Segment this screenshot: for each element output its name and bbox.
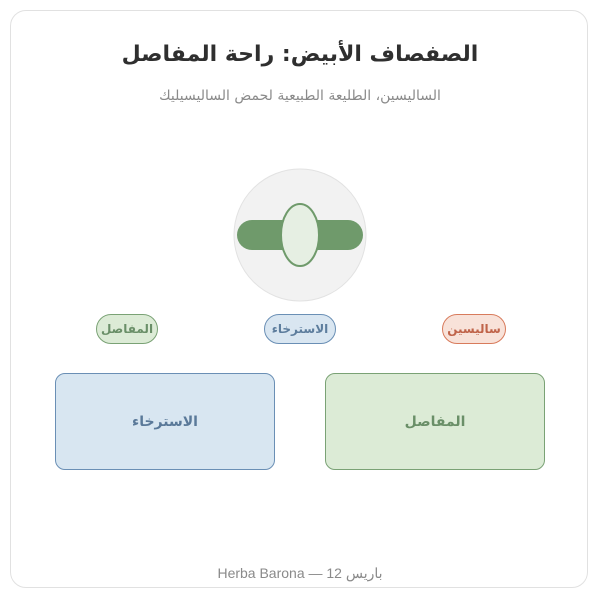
box-relaxation: الاسترخاء xyxy=(55,373,275,470)
page-title: الصفصاف الأبيض: راحة المفاصل xyxy=(121,42,479,67)
box-joints: المفاصل xyxy=(325,373,545,470)
leaf-capsule-icon xyxy=(233,168,367,302)
tag-salicin: ساليسين xyxy=(442,314,506,344)
tag-relaxation: الاسترخاء xyxy=(264,314,336,344)
page-subtitle: الساليسين، الطليعة الطبيعية لحمض الساليسيليك xyxy=(159,88,441,104)
footer-text: Herba Barona — 12 باريس xyxy=(217,565,383,581)
tag-joints: المفاصل xyxy=(96,314,158,344)
